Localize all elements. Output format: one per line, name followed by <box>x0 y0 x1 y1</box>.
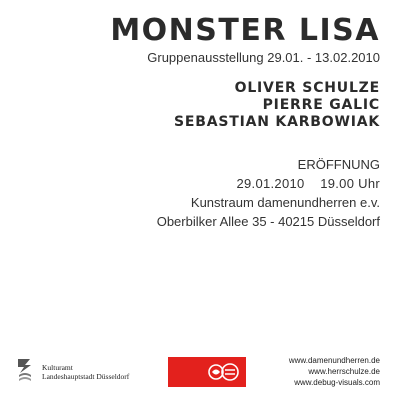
artist-name: SEBASTIAN KARBOWIAK <box>174 114 380 130</box>
opening-date-time: 29.01.2010 19.00 Uhr <box>236 176 380 191</box>
link-damenundherren[interactable]: www.damenundherren.de <box>288 356 380 365</box>
opening-venue: Kunstraum damenundherren e.v. <box>190 195 380 210</box>
link-debug-visuals[interactable]: www.debug-visuals.com <box>294 378 380 387</box>
kulturamt-logo <box>16 356 150 386</box>
exhibition-subtitle: Gruppenausstellung 29.01. - 13.02.2010 <box>147 50 380 65</box>
opening-address: Oberbilker Allee 35 - 40215 Düsseldorf <box>156 214 380 229</box>
website-links <box>289 355 380 388</box>
artist-list <box>174 80 380 131</box>
opening-heading: ERÖFFNUNG <box>297 157 380 172</box>
artist-name: PIERRE GALIC <box>262 97 380 113</box>
page-title: MONSTER LISA <box>110 13 380 48</box>
opening-info <box>157 155 380 231</box>
link-herrschulze[interactable]: www.herrschulze.de <box>308 367 380 376</box>
damenundherren-logo <box>168 357 246 387</box>
kulturamt-text <box>42 363 129 381</box>
artist-name: OLIVER SCHULZE <box>234 80 380 96</box>
kulturamt-line1: Kulturamt <box>42 363 73 372</box>
damenundherren-mark-icon <box>208 362 240 382</box>
kulturamt-emblem-icon <box>16 356 34 384</box>
kulturamt-line2: Landeshauptstadt Düsseldorf <box>42 372 130 381</box>
